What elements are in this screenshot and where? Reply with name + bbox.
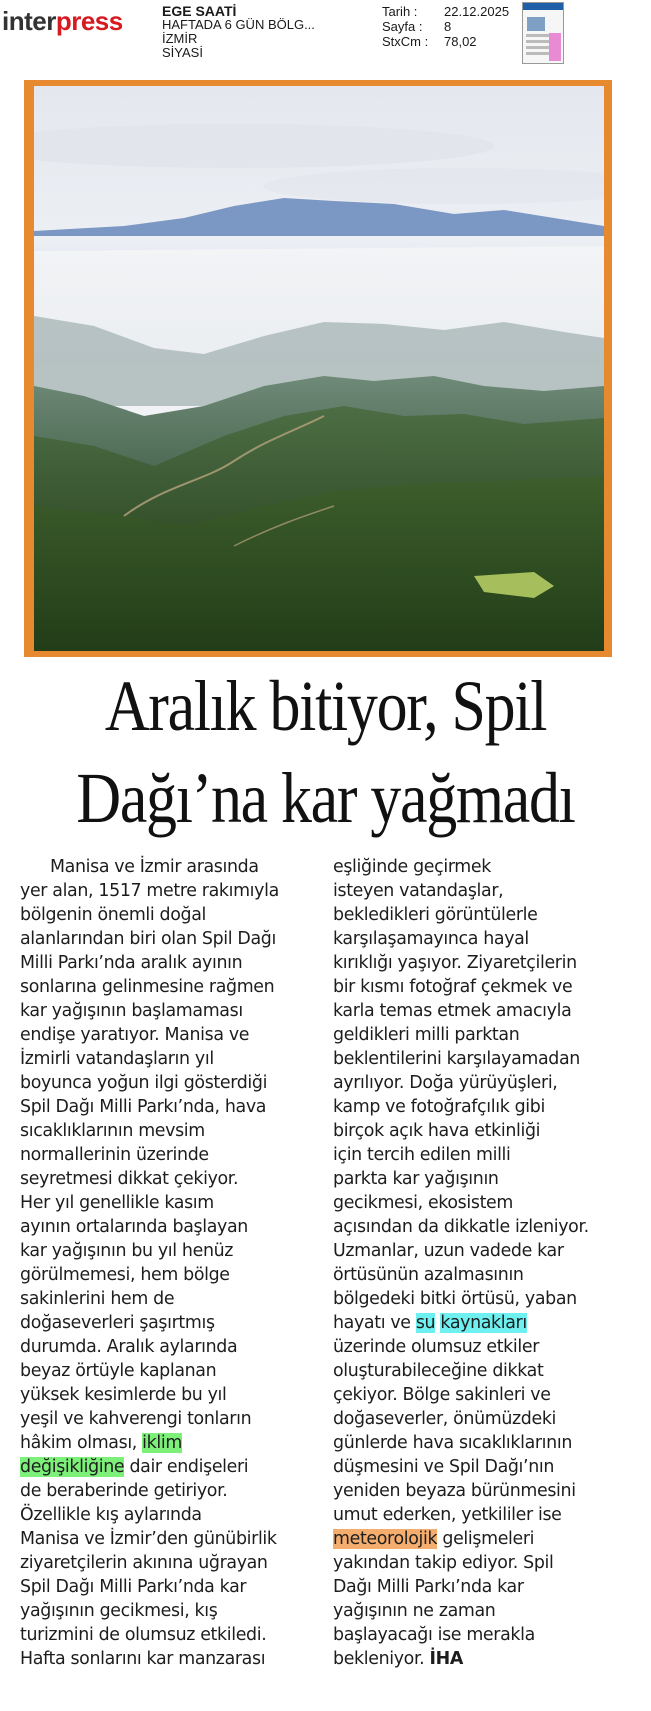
body-line: beyaz örtüyle kaplanan bbox=[20, 1361, 217, 1381]
body-line: oluşturabileceğine dikkat bbox=[333, 1361, 544, 1381]
thumbnail-image bbox=[527, 17, 545, 31]
body-line: yağışının gecikmesi, kış bbox=[20, 1601, 218, 1621]
date-label: Tarih : bbox=[382, 4, 418, 19]
body-line: Özellikle kış aylarında bbox=[20, 1505, 202, 1525]
body-line: bölgedeki bitki örtüsü, yaban bbox=[333, 1289, 577, 1309]
body-line: alanlarından biri olan Spil Dağı bbox=[20, 929, 276, 949]
page-value: 8 bbox=[444, 19, 452, 34]
body-line-highlight bbox=[333, 1527, 618, 1551]
body-line: yüksek kesimlerde bu yıl bbox=[20, 1385, 227, 1405]
body-line: turizmini de olumsuz etkiledi. bbox=[20, 1625, 267, 1645]
stxcm-value: 78,02 bbox=[444, 34, 477, 49]
body-line: geldikleri milli parktan bbox=[333, 1025, 520, 1045]
body-line: Manisa ve İzmir’den günübirlik bbox=[20, 1529, 277, 1549]
body-line: için tercih edilen milli bbox=[333, 1145, 511, 1165]
page-row bbox=[382, 19, 509, 34]
article-column-2 bbox=[333, 855, 618, 1671]
headline-line-2: Dağı’na kar yağmadı bbox=[76, 758, 575, 838]
highlight-prefix: hâkim olması, bbox=[20, 1433, 143, 1453]
body-line: ayının ortalarında başlayan bbox=[20, 1217, 248, 1237]
body-line: açısından da dikkatle izleniyor. bbox=[333, 1217, 589, 1237]
body-line: Milli Parkı’nda aralık ayının bbox=[20, 953, 243, 973]
highlight-suffix: dair endişeleri bbox=[124, 1457, 249, 1477]
body-line: Her yıl genellikle kasım bbox=[20, 1193, 214, 1213]
body-line: karşılaşamayınca hayal bbox=[333, 929, 529, 949]
page-label: Sayfa : bbox=[382, 19, 423, 34]
body-line: kar yağışının başlamaması bbox=[20, 1001, 243, 1021]
page-thumbnail[interactable] bbox=[522, 2, 564, 64]
body-line: seyretmesi dikkat çekiyor. bbox=[20, 1169, 239, 1189]
body-line: sakinlerini hem de bbox=[20, 1289, 175, 1309]
body-line-highlight bbox=[20, 1455, 305, 1479]
clipping-header bbox=[0, 0, 651, 70]
highlighted-keyword: meteorolojik bbox=[333, 1529, 438, 1549]
body-line: yakından takip ediyor. Spil bbox=[333, 1553, 554, 1573]
body-line: isteyen vatandaşlar, bbox=[333, 881, 504, 901]
highlighted-keyword: değişikliğine bbox=[20, 1457, 125, 1477]
body-line: bir kısmı fotoğraf çekmek ve bbox=[333, 977, 573, 997]
publication-city: İZMİR bbox=[162, 31, 198, 46]
body-line: İzmirli vatandaşların yıl bbox=[20, 1049, 214, 1069]
clipping-meta bbox=[382, 4, 509, 49]
body-line-highlight bbox=[333, 1311, 618, 1335]
headline-line-1: Aralık bitiyor, Spil bbox=[104, 666, 547, 746]
body-line: düşmesini ve Spil Dağı’nın bbox=[333, 1457, 555, 1477]
highlighted-keyword: su bbox=[415, 1313, 436, 1333]
body-line: yeşil ve kahverengi tonların bbox=[20, 1409, 252, 1429]
body-line: eşliğinde geçirmek bbox=[333, 857, 491, 877]
body-line-last bbox=[333, 1647, 618, 1671]
publication-frequency: HAFTADA 6 GÜN BÖLG... bbox=[162, 17, 315, 32]
article-column-1 bbox=[20, 855, 305, 1671]
body-line: normallerinin üzerinde bbox=[20, 1145, 209, 1165]
highlight-prefix: hayatı ve bbox=[333, 1313, 416, 1333]
logo-main-text: inter bbox=[2, 6, 56, 36]
body-line-highlight bbox=[20, 1431, 305, 1455]
last-line-text: bekleniyor. bbox=[333, 1649, 430, 1669]
body-line: Uzmanlar, uzun vadede kar bbox=[333, 1241, 564, 1261]
body-line: üzerinde olumsuz etkiler bbox=[333, 1337, 539, 1357]
thumbnail-article-marker bbox=[549, 33, 561, 61]
body-line: örtüsünün azalmasının bbox=[333, 1265, 524, 1285]
stxcm-row bbox=[382, 34, 509, 49]
publication-name: EGE SAATİ bbox=[162, 3, 237, 19]
body-line: birçok açık hava etkinliği bbox=[333, 1121, 541, 1141]
body-line: Spil Dağı Milli Parkı’nda, hava bbox=[20, 1097, 267, 1117]
body-line: doğaseverler, önümüzdeki bbox=[333, 1409, 557, 1429]
body-line: umut ederken, yetkililer ise bbox=[333, 1505, 562, 1525]
highlighted-keyword: iklim bbox=[142, 1433, 182, 1453]
body-line: sonlarına gelinmesine rağmen bbox=[20, 977, 275, 997]
body-line: çekiyor. Bölge sakinleri ve bbox=[333, 1385, 551, 1405]
date-value: 22.12.2025 bbox=[444, 4, 510, 19]
mountain-landscape-photo bbox=[34, 86, 604, 651]
article-headline bbox=[46, 660, 606, 844]
body-line: ziyaretçilerin akınına uğrayan bbox=[20, 1553, 268, 1573]
body-line: Hafta sonlarını kar manzarası bbox=[20, 1649, 266, 1669]
body-line: kırıklığı yaşıyor. Ziyaretçilerin bbox=[333, 953, 577, 973]
body-line: parkta kar yağışının bbox=[333, 1169, 499, 1189]
body-line: gecikmesi, ekosistem bbox=[333, 1193, 513, 1213]
body-line: yer alan, 1517 metre rakımıyla bbox=[20, 881, 279, 901]
logo-accent-text: press bbox=[55, 6, 123, 36]
body-line: sıcaklıklarının mevsim bbox=[20, 1121, 205, 1141]
body-line: yağışının ne zaman bbox=[333, 1601, 496, 1621]
body-line: kar yağışının bu yıl henüz bbox=[20, 1241, 234, 1261]
date-row bbox=[382, 4, 509, 19]
body-line: Dağı Milli Parkı’nda kar bbox=[333, 1577, 524, 1597]
thumbnail-masthead bbox=[523, 3, 563, 10]
body-line: boyunca yoğun ilgi gösterdiği bbox=[20, 1073, 268, 1093]
body-line: karla temas etmek amacıyla bbox=[333, 1001, 572, 1021]
body-line: ayrılıyor. Doğa yürüyüşleri, bbox=[333, 1073, 558, 1093]
body-line: görülmemesi, hem bölge bbox=[20, 1265, 230, 1285]
publication-info bbox=[162, 4, 315, 60]
body-line: beklentilerini karşılayamadan bbox=[333, 1049, 580, 1069]
body-line: bölgenin önemli doğal bbox=[20, 905, 207, 925]
body-line: endişe yaratıyor. Manisa ve bbox=[20, 1025, 250, 1045]
body-line: durumda. Aralık aylarında bbox=[20, 1337, 238, 1357]
body-line: de beraberinde getiriyor. bbox=[20, 1481, 228, 1501]
stxcm-label: StxCm : bbox=[382, 34, 429, 49]
body-line: Spil Dağı Milli Parkı’nda kar bbox=[20, 1577, 247, 1597]
news-agency-signature: İHA bbox=[429, 1649, 463, 1669]
body-line: kamp ve fotoğrafçılık gibi bbox=[333, 1097, 545, 1117]
body-line: yeniden beyaza bürünmesini bbox=[333, 1481, 576, 1501]
publication-category: SİYASİ bbox=[162, 45, 203, 60]
body-line: bekledikleri görüntülerle bbox=[333, 905, 538, 925]
body-line: Manisa ve İzmir arasında bbox=[50, 857, 259, 877]
highlighted-keyword: kaynakları bbox=[440, 1313, 527, 1333]
highlight-suffix: gelişmeleri bbox=[437, 1529, 535, 1549]
body-line: doğaseverleri şaşırtmış bbox=[20, 1313, 215, 1333]
interpress-logo bbox=[2, 6, 123, 37]
body-line: günlerde hava sıcaklıklarının bbox=[333, 1433, 572, 1453]
body-line: başlayacağı ise merakla bbox=[333, 1625, 535, 1645]
